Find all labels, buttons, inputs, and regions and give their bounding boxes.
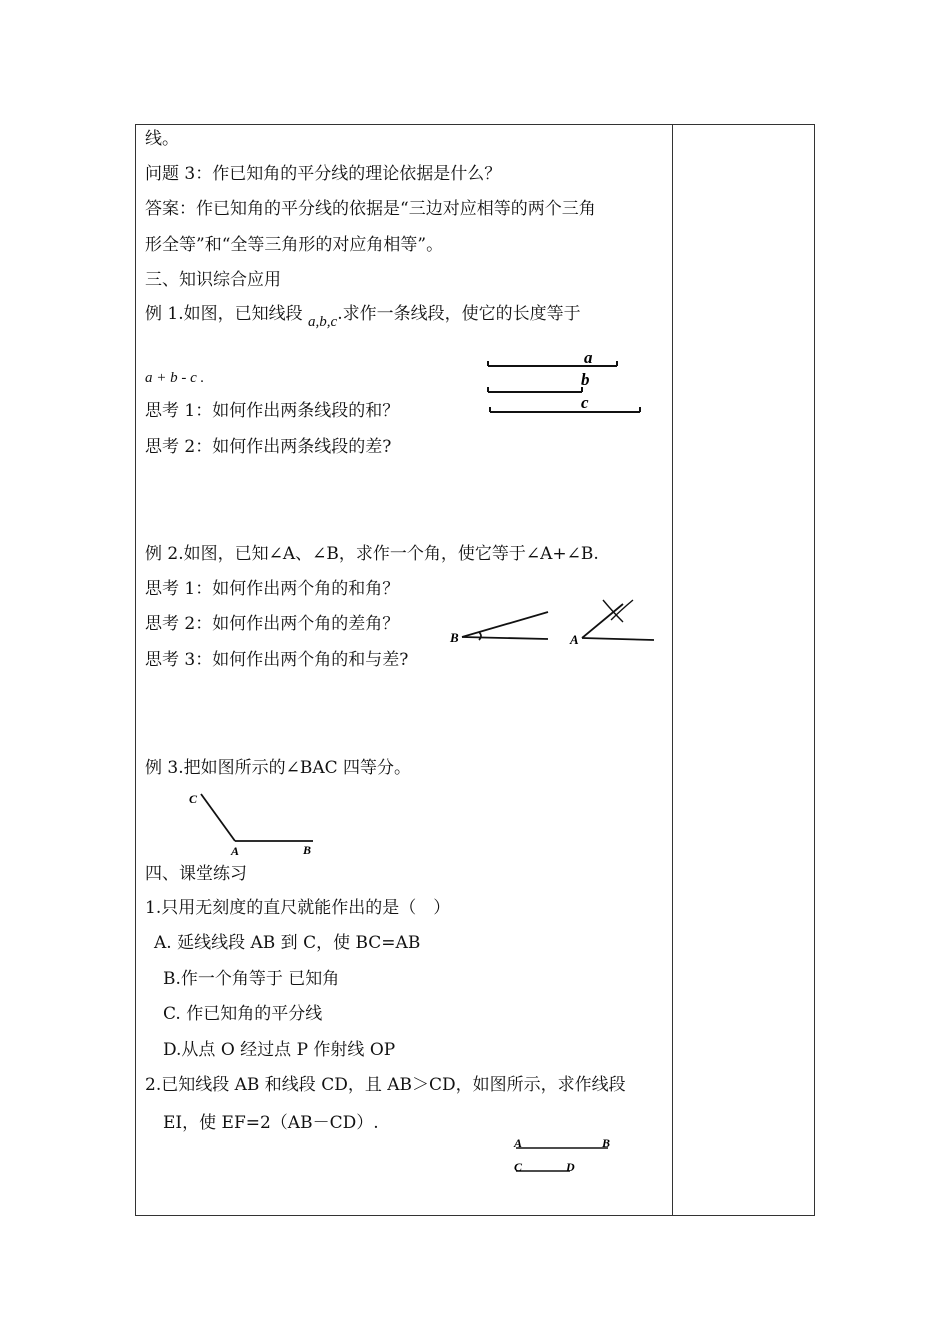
example-3-text: 例 3.把如图所示的∠BAC 四等分。 xyxy=(145,758,412,778)
answer-line-1: 答案：作已知角的平分线的依据是“三边对应相等的两个三角 xyxy=(145,199,596,219)
example-1-line xyxy=(145,303,581,330)
label-a: a xyxy=(584,348,593,367)
angle-bac-figure xyxy=(185,788,325,858)
practice-1-option-d: D.从点 O 经过点 P 作射线 OP xyxy=(163,1040,396,1060)
text-line-continuation: 线。 xyxy=(145,129,179,149)
practice-2-question-line-2: EI，使 EF=2（AB－CD）. xyxy=(163,1113,379,1133)
practice-2-question-line-1: 2.已知线段 AB 和线段 CD，且 AB＞CD，如图所示，求作线段 xyxy=(145,1075,626,1095)
practice-1-option-c: C. 作已知角的平分线 xyxy=(163,1004,323,1024)
label-angle-a: A xyxy=(570,632,579,647)
label-seg-b: B xyxy=(602,1136,611,1150)
answer-line-2: 形全等”和“全等三角形的对应角相等”。 xyxy=(145,235,444,255)
label-c: c xyxy=(581,393,589,412)
question-3: 问题 3：作已知角的平分线的理论依据是什么？ xyxy=(145,164,502,184)
example-1-think-1: 思考 1：如何作出两条线段的和？ xyxy=(145,401,400,421)
section-3-title: 三、知识综合应用 xyxy=(145,270,281,290)
practice-1-question: 1.只用无刻度的直尺就能作出的是（ ） xyxy=(145,898,451,918)
label-seg-d: D xyxy=(566,1160,575,1174)
label-b: B xyxy=(303,843,312,857)
label-c: C xyxy=(189,792,198,806)
example-1-think-2: 思考 2：如何作出两条线段的差? xyxy=(145,437,392,457)
example-2-think-2: 思考 2：如何作出两个角的差角？ xyxy=(145,614,400,634)
example-1-prefix: 例 1.如图，已知线段 xyxy=(145,304,303,324)
label-a: A xyxy=(231,844,240,858)
example-1-expression: a + b - c . xyxy=(145,370,205,386)
segments-abc-figure xyxy=(480,346,650,418)
label-b: b xyxy=(581,370,590,389)
example-2-think-3: 思考 3：如何作出两个角的和与差? xyxy=(145,650,409,670)
section-4-title: 四、课堂练习 xyxy=(145,864,247,884)
practice-1-option-b: B.作一个角等于 已知角 xyxy=(163,969,340,989)
label-seg-a: A xyxy=(514,1136,523,1150)
segments-ab-cd-figure xyxy=(510,1132,620,1180)
label-angle-b: B xyxy=(450,630,459,645)
example-2-text: 例 2.如图，已知∠A、∠B，求作一个角，使它等于∠A+∠B. xyxy=(145,544,599,564)
practice-1-option-a: A. 延线线段 AB 到 C，使 BC=AB xyxy=(154,933,421,953)
example-1-vars: a,b,c xyxy=(308,314,338,330)
angles-ab-figure xyxy=(445,592,660,652)
label-seg-c: C xyxy=(514,1160,523,1174)
example-1-suffix: .求作一条线段，使它的长度等于 xyxy=(337,304,581,324)
column-divider xyxy=(672,124,673,1216)
example-2-think-1: 思考 1：如何作出两个角的和角？ xyxy=(145,579,400,599)
